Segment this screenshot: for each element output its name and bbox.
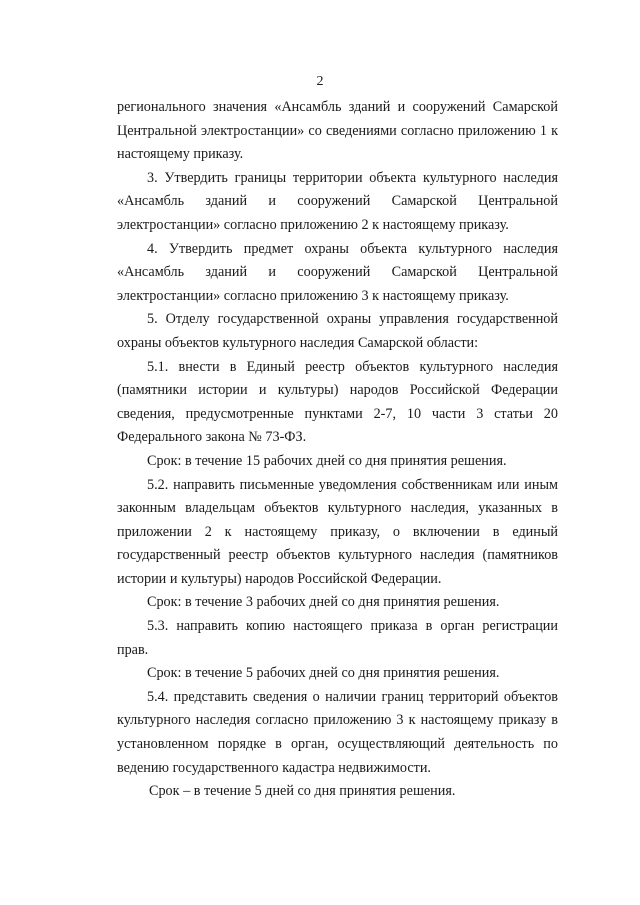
paragraph-deadline-5-1: Срок: в течение 15 рабочих дней со дня принятия решения. [147,452,507,469]
document-body [117,96,558,804]
paragraph-continuation: регионального значения «Ансамбль зданий и сооружений Самарской Центральной электростанции» со сведениями согласно приложению 1 к настоящему приказу. [117,99,558,163]
paragraph-item-4: 4. Утвердить предмет охраны объекта культурного наследия «Ансамбль зданий и сооружений Самарской Центральной электростанции» согласно приложению 3 к настоящему приказу. [117,240,558,304]
paragraph-deadline-5-4: Срок – в течение 5 дней со дня принятия решения. [149,783,456,800]
paragraph-item-5-2: 5.2. направить письменные уведомления собственникам или иным законным владельцам объектов культурного наследия, указанных в приложении 2 к настоящему приказу, о включении в единый государственный реестр объектов культурного наследия (памятников истории и культуры) народов Российской Федерации. [117,476,558,587]
paragraph-item-5-1: 5.1. внести в Единый реестр объектов культурного наследия (памятники истории и культуры) народов Российской Федерации сведения, предусмотренные пунктами 2-7, 10 части 3 статьи 20 Федерального закона № 73-ФЗ. [117,358,558,446]
paragraph-item-3: 3. Утвердить границы территории объекта культурного наследия «Ансамбль зданий и сооружений Самарской Центральной электростанции» согласно приложению 2 к настоящему приказу. [117,169,558,233]
paragraph-item-5-4: 5.4. представить сведения о наличии границ территорий объектов культурного наследия согласно приложению 3 к настоящему приказу в установленном порядке в орган, осуществляющий деятельность по ведению государственного кадастра недвижимости. [117,688,558,776]
page-number: 2 [316,74,324,89]
paragraph-item-5: 5. Отделу государственной охраны управления государственной охраны объектов культурного наследия Самарской области: [117,311,558,351]
paragraph-deadline-5-2: Срок: в течение 3 рабочих дней со дня принятия решения. [147,594,500,611]
paragraph-deadline-5-3: Срок: в течение 5 рабочих дней со дня принятия решения. [147,665,500,682]
paragraph-item-5-3: 5.3. направить копию настоящего приказа в орган регистрации прав. [117,618,558,658]
